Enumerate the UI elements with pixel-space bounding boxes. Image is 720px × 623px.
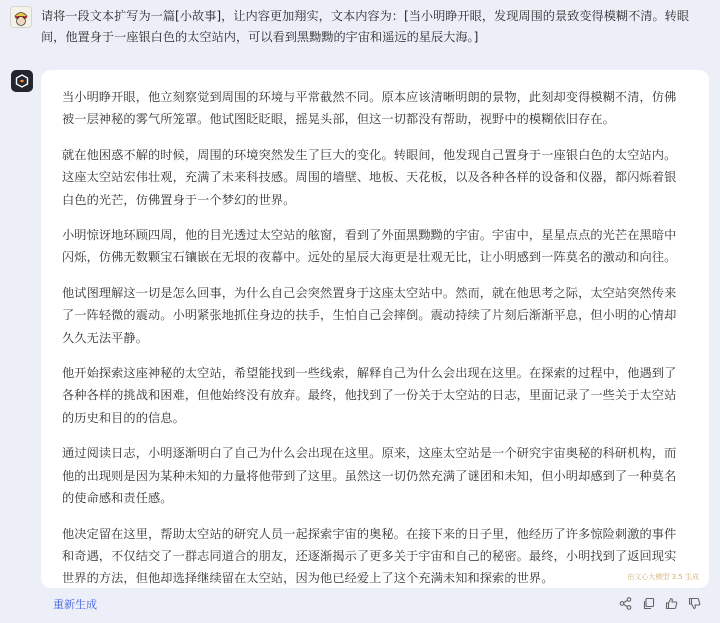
thumbs-down-icon[interactable]: [687, 596, 701, 610]
story-paragraph: 小明惊讶地环顾四周，他的目光透过太空站的舷窗，看到了外面黑黝黝的宇宙。宇宙中，星星点点的光芒在黑暗中闪烁，仿佛无数颗宝石镶嵌在无垠的夜幕中。远处的星辰大海更是壮观无比，让小明感到一阵莫名的激动和向往。: [62, 228, 677, 265]
story-paragraph: 他开始探索这座神秘的太空站，希望能找到一些线索，解释自己为什么会出现在这里。在探索的过程中，他遇到了各种各样的挑战和困难，但他始终没有放弃。最终，他找到了一份关于太空站的日志，里面记录了一些关于太空站的历史和目的的信息。: [62, 366, 677, 425]
assistant-logo-icon: [15, 74, 29, 88]
story-paragraph: 他试图理解这一切是怎么回事，为什么自己会突然置身于这座太空站中。然而，就在他思考之际，太空站突然传来了一阵轻微的震动。小明紧张地抓住身边的扶手，生怕自己会摔倒。震动持续了片刻后渐渐平息，但小明的心情却久久无法平静。: [62, 285, 677, 345]
assistant-avatar: [11, 70, 33, 92]
story-paragraph: 就在他困惑不解的时候，周围的环境突然发生了巨大的变化。转眼间，他发现自己置身于一座银白色的太空站内。这座太空站宏伟壮观，充满了未来科技感。周围的墙壁、地板、天花板，以及各种各样的设备和仪器，都闪烁着银白色的光芒，仿佛置身于一个梦幻的世界。: [62, 147, 677, 207]
user-message-row: [10, 6, 710, 48]
user-message-text: 请将一段文本扩写为一篇[小故事]，让内容更加翔实，文本内容为：[当小明睁开眼，发现周围的景致变得模糊不清。转眼间，他置身于一座银白色的太空站内，可以看到黑黝黝的宇宙和遥远的星辰大海。]: [41, 9, 690, 44]
message-footer: [53, 596, 709, 614]
user-avatar-icon: [11, 7, 31, 27]
regenerate-button[interactable]: 重新生成: [53, 598, 97, 611]
thumbs-up-icon[interactable]: [664, 596, 678, 610]
story-paragraph: 他决定留在这里，帮助太空站的研究人员一起探索宇宙的奥秘。在接下来的日子里，他经历了许多惊险刺激的事件和奇遇，不仅结交了一群志同道合的朋友，还逐渐揭示了更多关于宇宙和自己的秘密。最终，小明找到了返回现实世界的方法，但他却选择继续留在太空站，因为他已经爱上了这个充满未知和探索的世界。: [62, 526, 677, 586]
user-avatar: [10, 6, 32, 28]
message-actions: [618, 596, 701, 610]
assistant-message-card: [41, 70, 709, 588]
story-paragraph: 通过阅读日志，小明逐渐明白了自己为什么会出现在这里。原来，这座太空站是一个研究宇宙奥秘的科研机构，而他的出现则是因为某种未知的力量将他带到了这里。虽然这一切仍然充满了谜团和未知，但小明却感到了一种莫名的使命感和责任感。: [62, 446, 677, 506]
copy-icon[interactable]: [641, 596, 655, 610]
watermark: 由文心大模型 3.5 生成: [627, 573, 699, 581]
share-icon[interactable]: [618, 596, 632, 610]
story-paragraph: 当小明睁开眼，他立刻察觉到周围的环境与平常截然不同。原本应该清晰明朗的景物，此刻却变得模糊不清，仿佛被一层神秘的雾气所笼罩。他试图眨眨眼，摇晃头部，但这一切都没有帮助，视野中的模糊依旧存在。: [62, 90, 677, 127]
